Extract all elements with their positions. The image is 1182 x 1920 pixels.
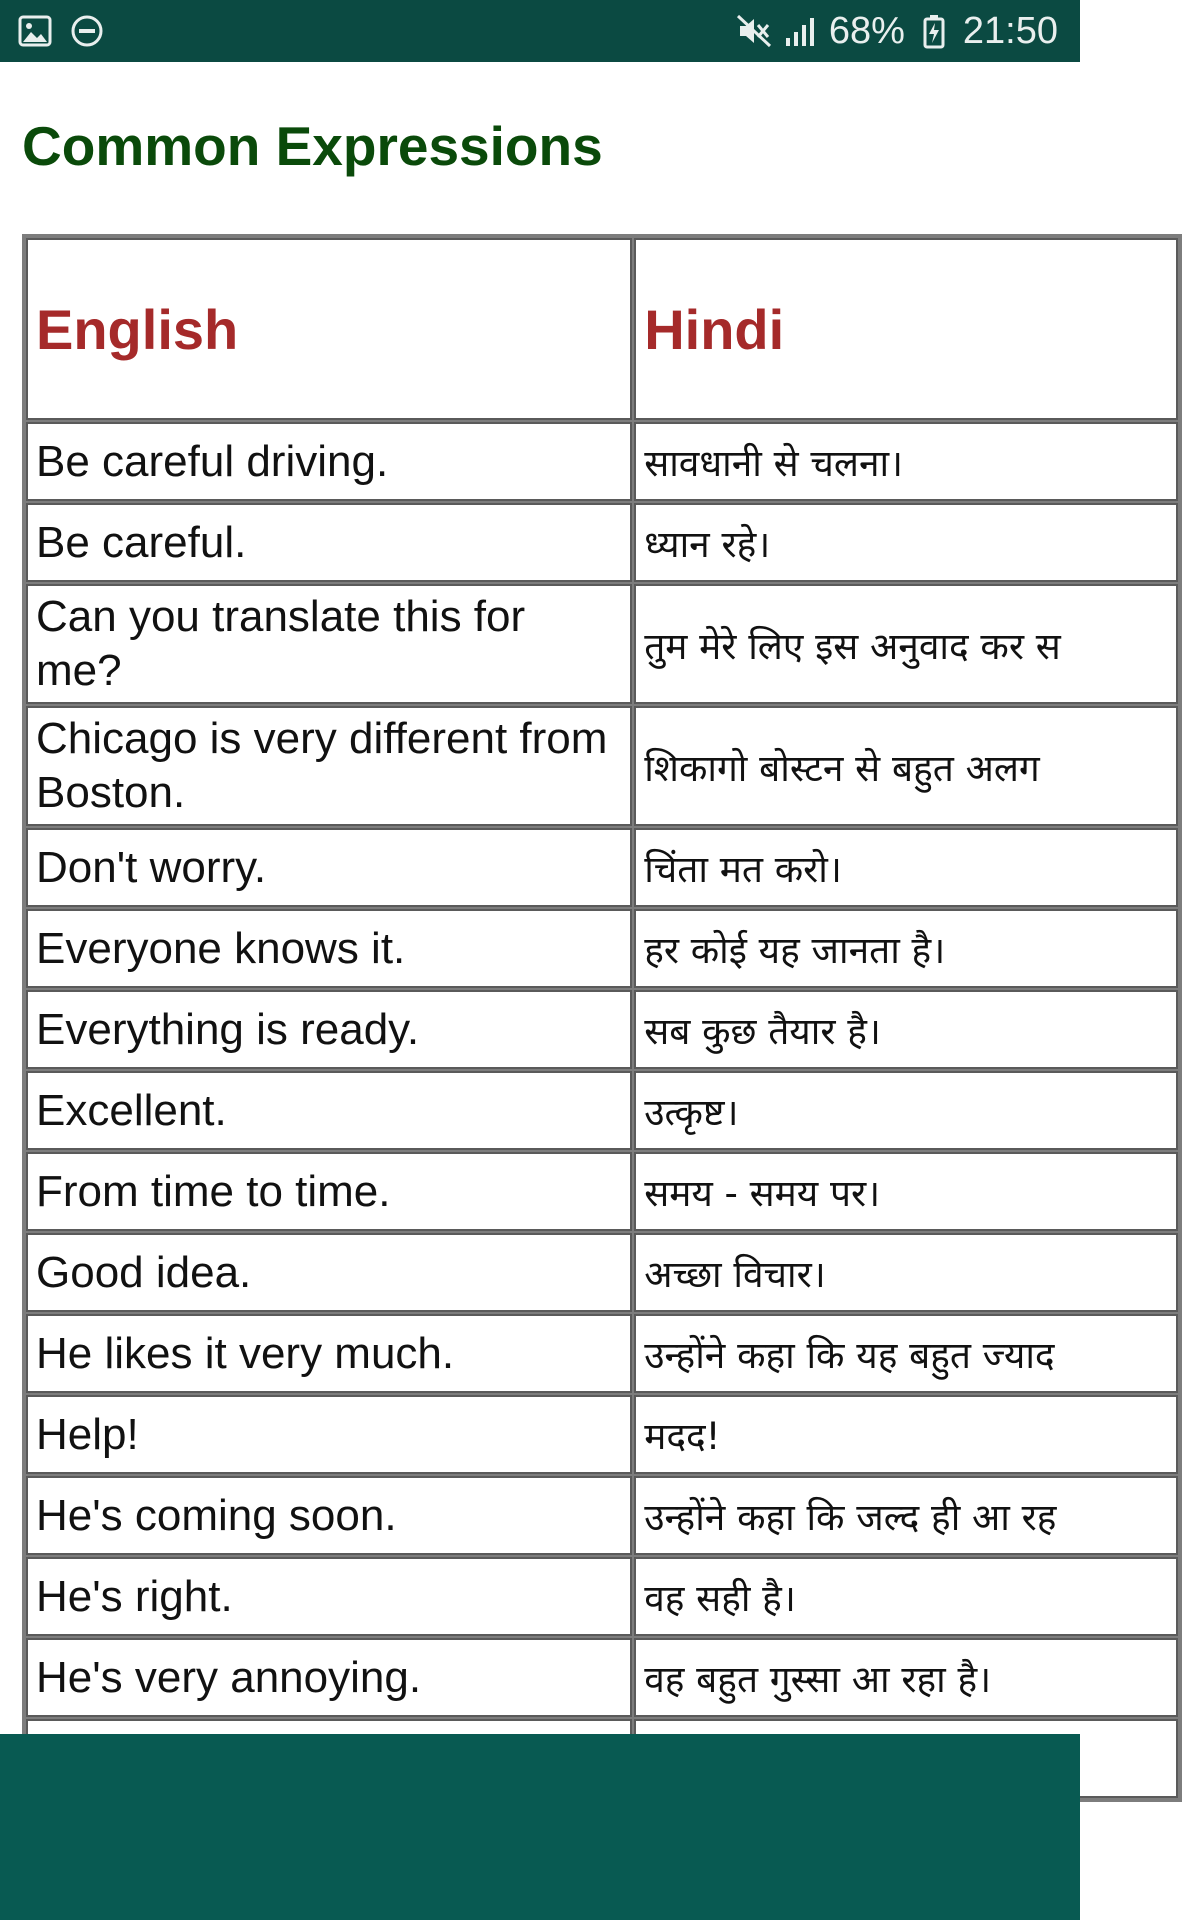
- hindi-cell: उत्कृष्ट।: [634, 1071, 1178, 1150]
- expressions-table: [22, 234, 1182, 1802]
- hindi-cell: समय - समय पर।: [634, 1152, 1178, 1231]
- english-cell: Be careful.: [26, 503, 632, 582]
- hindi-cell: तुम मेरे लिए इस अनुवाद कर स: [634, 584, 1178, 704]
- table-row: [26, 503, 1178, 582]
- hindi-cell: चिंता मत करो।: [634, 828, 1178, 907]
- hindi-cell: सावधानी से चलना।: [634, 422, 1178, 501]
- table-row: [26, 1557, 1178, 1636]
- hindi-cell: उन्होंने कहा कि यह बहुत ज्याद: [634, 1314, 1178, 1393]
- table-row: [26, 422, 1178, 501]
- english-cell: He's right.: [26, 1557, 632, 1636]
- english-cell: He's very annoying.: [26, 1638, 632, 1717]
- hindi-cell: सब कुछ तैयार है।: [634, 990, 1178, 1069]
- battery-charging-icon: [917, 14, 951, 48]
- english-cell: Everyone knows it.: [26, 909, 632, 988]
- table-row: [26, 828, 1178, 907]
- status-bar: [0, 0, 1080, 62]
- table-row: [26, 584, 1178, 704]
- bottom-banner-area: [0, 1734, 1080, 1920]
- table-row: [26, 1152, 1178, 1231]
- table-row: [26, 990, 1178, 1069]
- hindi-cell: अच्छा विचार।: [634, 1233, 1178, 1312]
- hindi-cell: वह सही है।: [634, 1557, 1178, 1636]
- hindi-cell: मदद!: [634, 1395, 1178, 1474]
- hindi-cell: उन्होंने कहा कि जल्द ही आ रह: [634, 1476, 1178, 1555]
- header-english: English: [26, 238, 632, 420]
- table-row: [26, 1071, 1178, 1150]
- english-cell: He likes it very much.: [26, 1314, 632, 1393]
- english-cell: He's coming soon.: [26, 1476, 632, 1555]
- english-cell: From time to time.: [26, 1152, 632, 1231]
- table-row: [26, 1395, 1178, 1474]
- english-cell: Chicago is very different from Boston.: [26, 706, 632, 826]
- expressions-table-container: [22, 234, 1182, 1802]
- mute-icon: [737, 14, 771, 48]
- hindi-cell: शिकागो बोस्टन से बहुत अलग: [634, 706, 1178, 826]
- page-title: Common Expressions: [22, 115, 603, 177]
- english-cell: Help!: [26, 1395, 632, 1474]
- content-area[interactable]: [0, 62, 1080, 1734]
- hindi-cell: हर कोई यह जानता है।: [634, 909, 1178, 988]
- hindi-cell: वह बहुत गुस्सा आ रहा है।: [634, 1638, 1178, 1717]
- table-row: [26, 1638, 1178, 1717]
- table-row: [26, 1476, 1178, 1555]
- do-not-disturb-icon: [70, 14, 104, 48]
- english-cell: Can you translate this for me?: [26, 584, 632, 704]
- english-cell: Don't worry.: [26, 828, 632, 907]
- table-row: [26, 1233, 1178, 1312]
- gallery-notification-icon: [18, 14, 52, 48]
- english-cell: Excellent.: [26, 1071, 632, 1150]
- battery-percent: 68%: [828, 9, 905, 52]
- english-cell: Be careful driving.: [26, 422, 632, 501]
- header-hindi: Hindi: [634, 238, 1178, 420]
- clock-time: 21:50: [962, 9, 1058, 52]
- table-header-row: [26, 238, 1178, 420]
- english-cell: Good idea.: [26, 1233, 632, 1312]
- table-row: [26, 909, 1178, 988]
- table-row: [26, 1314, 1178, 1393]
- table-row: [26, 706, 1178, 826]
- signal-icon: [783, 14, 817, 48]
- english-cell: Everything is ready.: [26, 990, 632, 1069]
- hindi-cell: ध्यान रहे।: [634, 503, 1178, 582]
